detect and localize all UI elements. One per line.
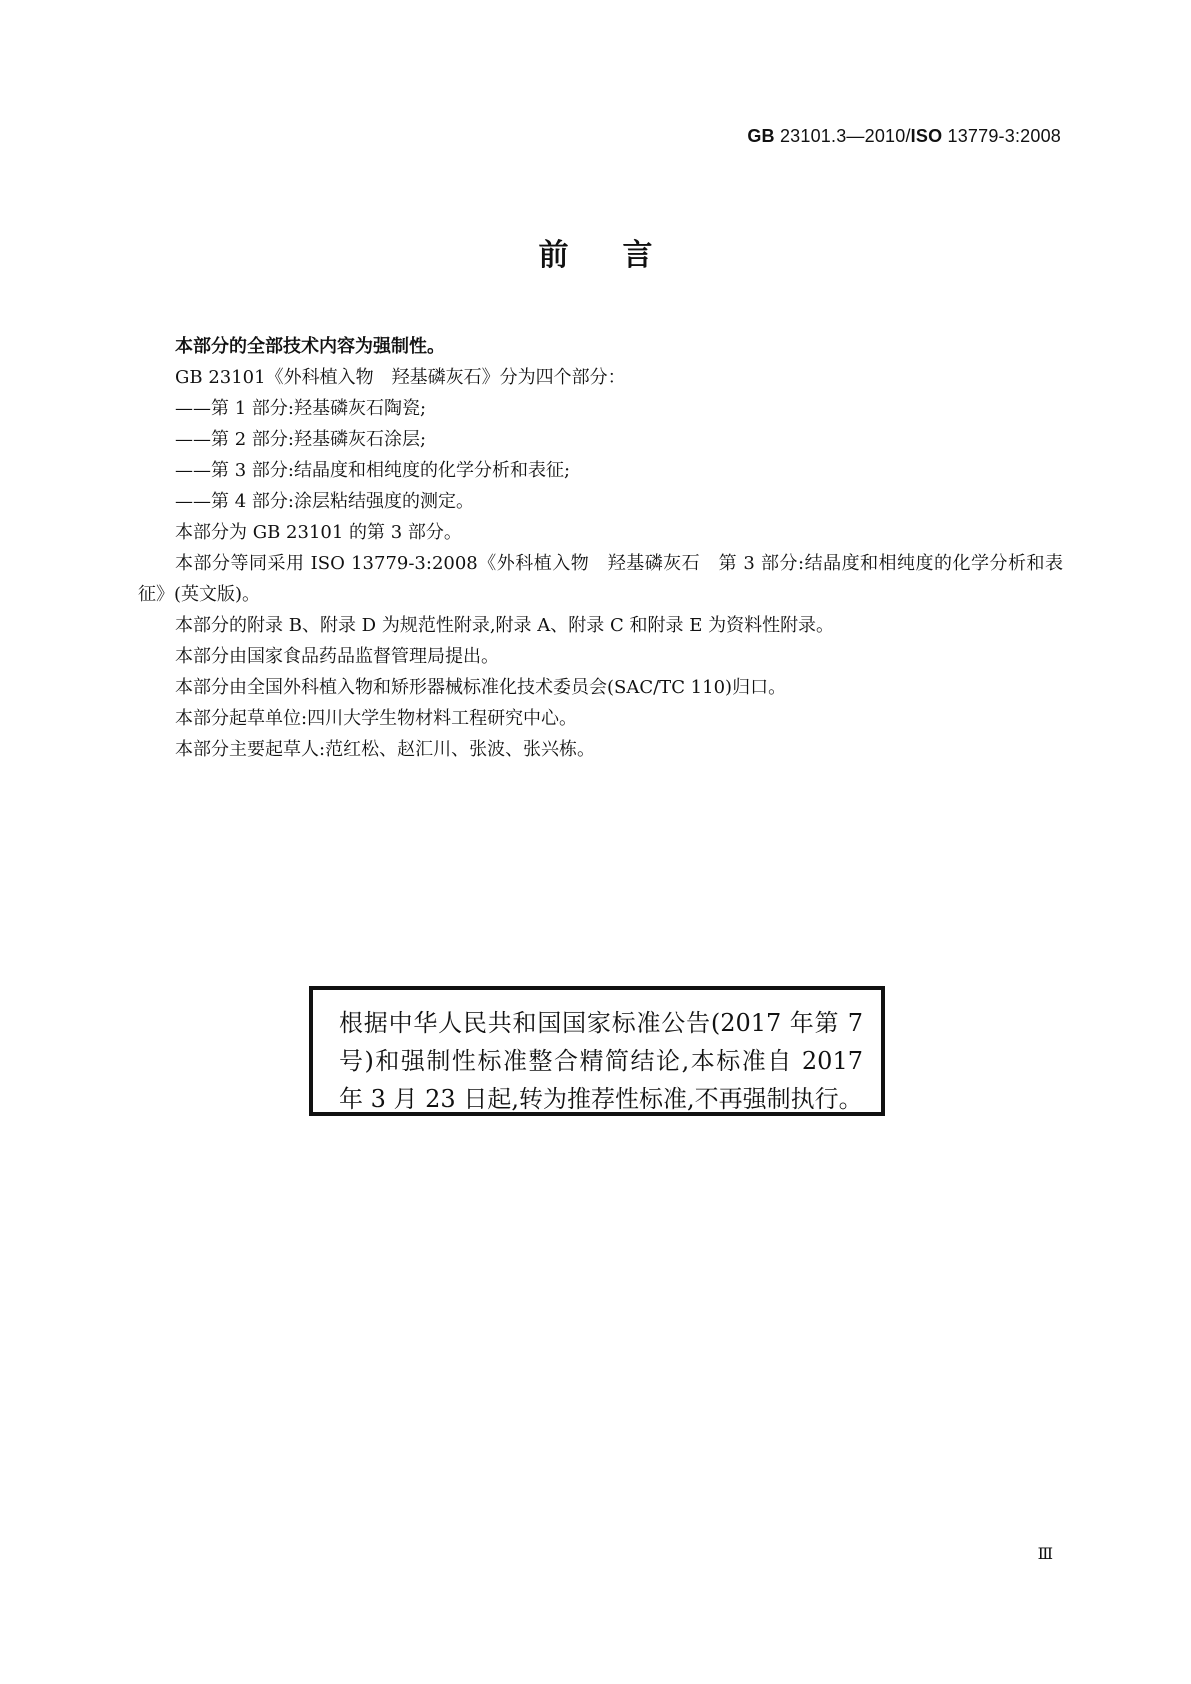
- paragraph-drafting-unit: 本部分起草单位:四川大学生物材料工程研究中心。: [175, 708, 578, 729]
- standard-code-iso-number: 13779-3:2008: [942, 126, 1061, 146]
- paragraph-equivalence: 本部分等同采用 ISO 13779-3:2008《外科植入物 羟基磷灰石 第 3 部分:结晶度和相纯度的化学分析和表征》(英文版)。: [138, 553, 1063, 605]
- paragraph-annexes: 本部分的附录 B、附录 D 为规范性附录,附录 A、附录 C 和附录 E 为资料性附录。: [175, 615, 835, 636]
- list-item-part-4: ——第 4 部分:涂层粘结强度的测定。: [175, 491, 474, 512]
- paragraph-proposed-by: 本部分由国家食品药品监督管理局提出。: [175, 646, 499, 667]
- standard-code-prefix: GB: [747, 126, 775, 146]
- paragraph-centralized-by: 本部分由全国外科植入物和矫形器械标准化技术委员会(SAC/TC 110)归口。: [175, 677, 787, 698]
- standard-code-iso-prefix: ISO: [910, 126, 943, 146]
- standard-code: [747, 126, 1061, 147]
- page-title: 前言: [538, 238, 707, 273]
- standard-code-number: 23101.3—2010/: [774, 126, 911, 146]
- paragraph-this-part: 本部分为 GB 23101 的第 3 部分。: [175, 522, 462, 543]
- list-item-part-3: ——第 3 部分:结晶度和相纯度的化学分析和表征;: [175, 460, 571, 481]
- list-item-part-2: ——第 2 部分:羟基磷灰石涂层;: [175, 429, 427, 450]
- notice-stamp-box: 根据中华人民共和国国家标准公告(2017 年第 7 号)和强制性标准整合精简结论,本标准自 2017 年 3 月 23 日起,转为推荐性标准,不再强制执行。: [309, 986, 885, 1116]
- paragraph-parts-intro: GB 23101《外科植入物 羟基磷灰石》分为四个部分：: [175, 367, 626, 388]
- page-number: Ⅲ: [1037, 1544, 1053, 1563]
- list-item-part-1: ——第 1 部分:羟基磷灰石陶瓷;: [175, 398, 427, 419]
- foreword-body: [138, 331, 1063, 765]
- paragraph-drafters: 本部分主要起草人:范红松、赵汇川、张波、张兴栋。: [175, 739, 596, 760]
- paragraph-mandatory: 本部分的全部技术内容为强制性。: [175, 336, 445, 357]
